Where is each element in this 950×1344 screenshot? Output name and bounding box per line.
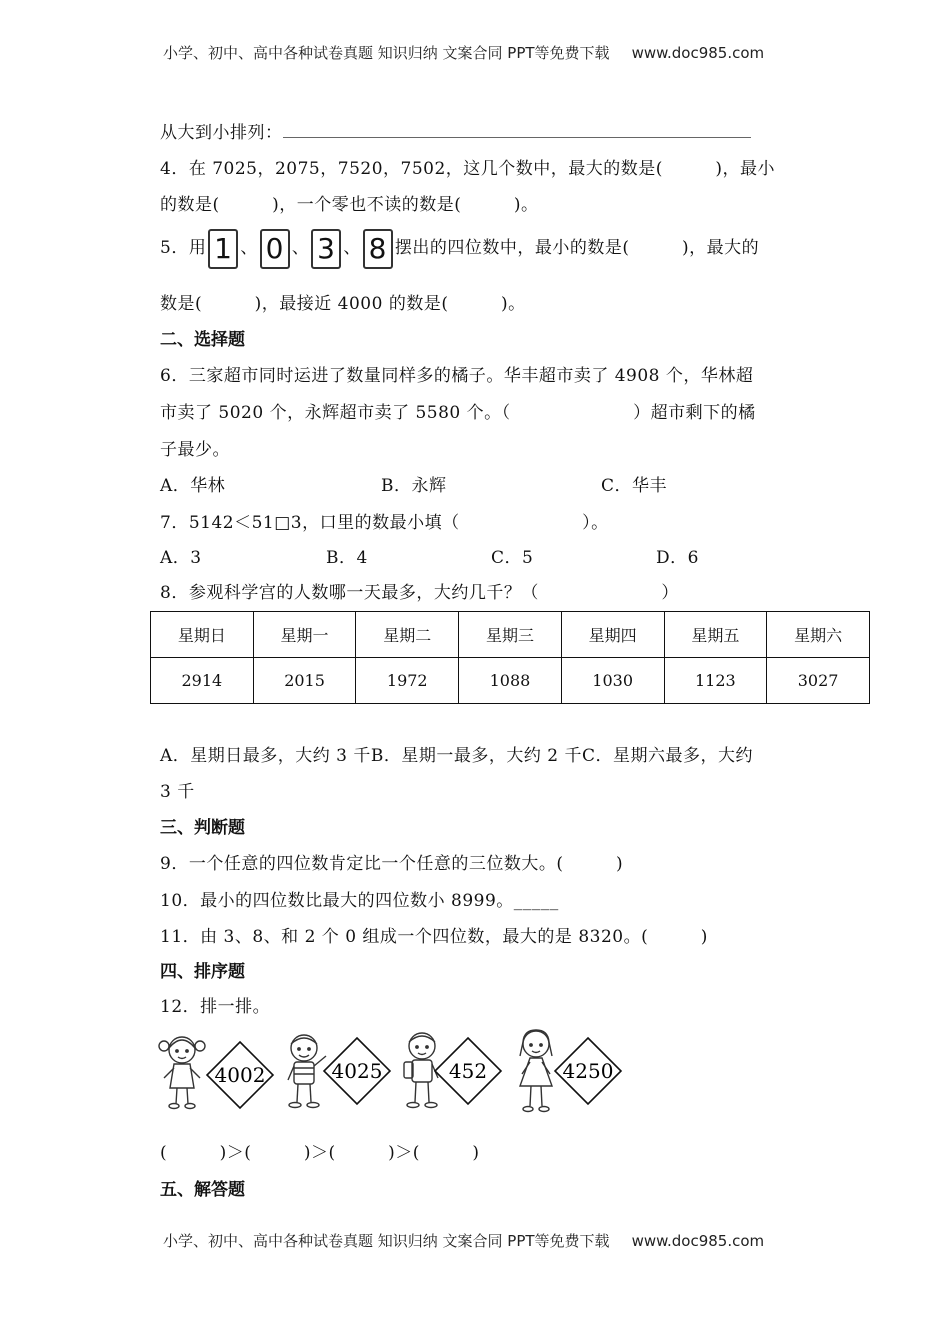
q5-prefix: 5．用 [160,238,207,258]
section-choice-title: 二、选择题 [160,330,245,350]
table-cell: 1030 [561,658,664,704]
footer-url[interactable]: www.doc985.com [631,1232,765,1250]
table-cell: 2015 [253,658,356,704]
table-header-row [151,612,870,658]
digit-card-1: 1 [208,229,238,269]
q12-answer-line[interactable]: ( )＞( )＞( )＞( ) [160,1143,480,1163]
q6-option-b[interactable]: B．永辉 [381,476,447,496]
q6-option-c[interactable]: C．华丰 [601,476,668,496]
order-answer-blank[interactable] [283,123,751,138]
q8-options-line1[interactable]: A．星期日最多，大约 3 千B．星期一最多，大约 2 千C．星期六最多，大约 [160,746,754,766]
girl-figure-icon [158,1030,210,1112]
number-diamond-4250 [553,1036,623,1106]
q4-line1: 4．在 7025，2075，7520，7502，这几个数中，最大的数是( )，最小 [160,159,776,179]
number-diamond-452 [433,1036,503,1106]
table-header-cell: 星期六 [767,612,870,658]
table-cell: 1972 [356,658,459,704]
header-text: 小学、初中、高中各种试卷真题 知识归纳 文案合同 PPT等免费下载 [163,44,610,62]
digit-card-8: 8 [363,229,393,269]
table-header-cell: 星期日 [151,612,254,658]
q7-text: 7．5142＜51□3，口里的数最小填（ ）。 [160,513,609,533]
q9-text: 9．一个任意的四位数肯定比一个任意的三位数大。( ) [160,854,624,874]
table-header-cell: 星期一 [253,612,356,658]
q6-line1: 6．三家超市同时运进了数量同样多的橘子。华丰超市卖了 4908 个，华林超 [160,366,754,386]
table-row [151,658,870,704]
digit-card-0: 0 [260,229,290,269]
q5-suffix: 摆出的四位数中，最小的数是( )，最大的 [394,238,760,258]
number-diamond-4002 [205,1040,275,1110]
table-cell: 1088 [459,658,562,704]
q8-options-line2: 3 千 [160,782,195,802]
diamond-number: 452 [448,1059,488,1083]
table-cell: 2914 [151,658,254,704]
q5-line2: 数是( )，最接近 4000 的数是( )。 [160,294,526,314]
visitors-table [150,611,870,704]
section-sort-title: 四、排序题 [160,962,245,982]
table-header-cell: 星期二 [356,612,459,658]
table-header-cell: 星期五 [664,612,767,658]
q12-title: 12．排一排。 [160,997,271,1017]
q6-line3: 子最少。 [160,440,230,460]
diamond-number: 4002 [214,1063,266,1087]
footer-text: 小学、初中、高中各种试卷真题 知识归纳 文案合同 PPT等免费下载 [163,1232,610,1250]
section-judge-title: 三、判断题 [160,818,245,838]
number-diamond-4025 [322,1036,392,1106]
digit-card-3: 3 [311,229,341,269]
diamond-number: 4250 [562,1059,614,1083]
q4-line2: 的数是( )，一个零也不读的数是( )。 [160,195,539,215]
header-url[interactable]: www.doc985.com [631,44,765,62]
q7-option-c[interactable]: C．5 [491,548,534,568]
diamond-number: 4025 [331,1059,383,1083]
q11-text: 11．由 3、8、和 2 个 0 组成一个四位数，最大的是 8320。( ) [160,927,708,947]
order-line [160,118,751,143]
q5-line1: 5．用 1 、 0 、 3 、 8 摆出的四位数中，最小的数是( )，最大的 [160,226,759,270]
q10-text: 10．最小的四位数比最大的四位数小 8999。_____ [160,891,559,911]
table-cell: 1123 [664,658,767,704]
table-header-cell: 星期三 [459,612,562,658]
section-solve-title: 五、解答题 [160,1180,245,1200]
order-label: 从大到小排列： [160,123,283,143]
q7-option-d[interactable]: D．6 [656,548,699,568]
table-header-cell: 星期四 [561,612,664,658]
page-header [163,42,764,63]
q6-line2: 市卖了 5020 个，永辉超市卖了 5580 个。（ ）超市剩下的橘 [160,403,756,423]
table-cell: 3027 [767,658,870,704]
page-footer [163,1230,764,1251]
q8-text: 8．参观科学宫的人数哪一天最多，大约几千？（ ） [160,583,679,603]
q7-option-a[interactable]: A．3 [160,548,202,568]
q6-option-a[interactable]: A．华林 [160,476,226,496]
q7-option-b[interactable]: B．4 [326,548,368,568]
